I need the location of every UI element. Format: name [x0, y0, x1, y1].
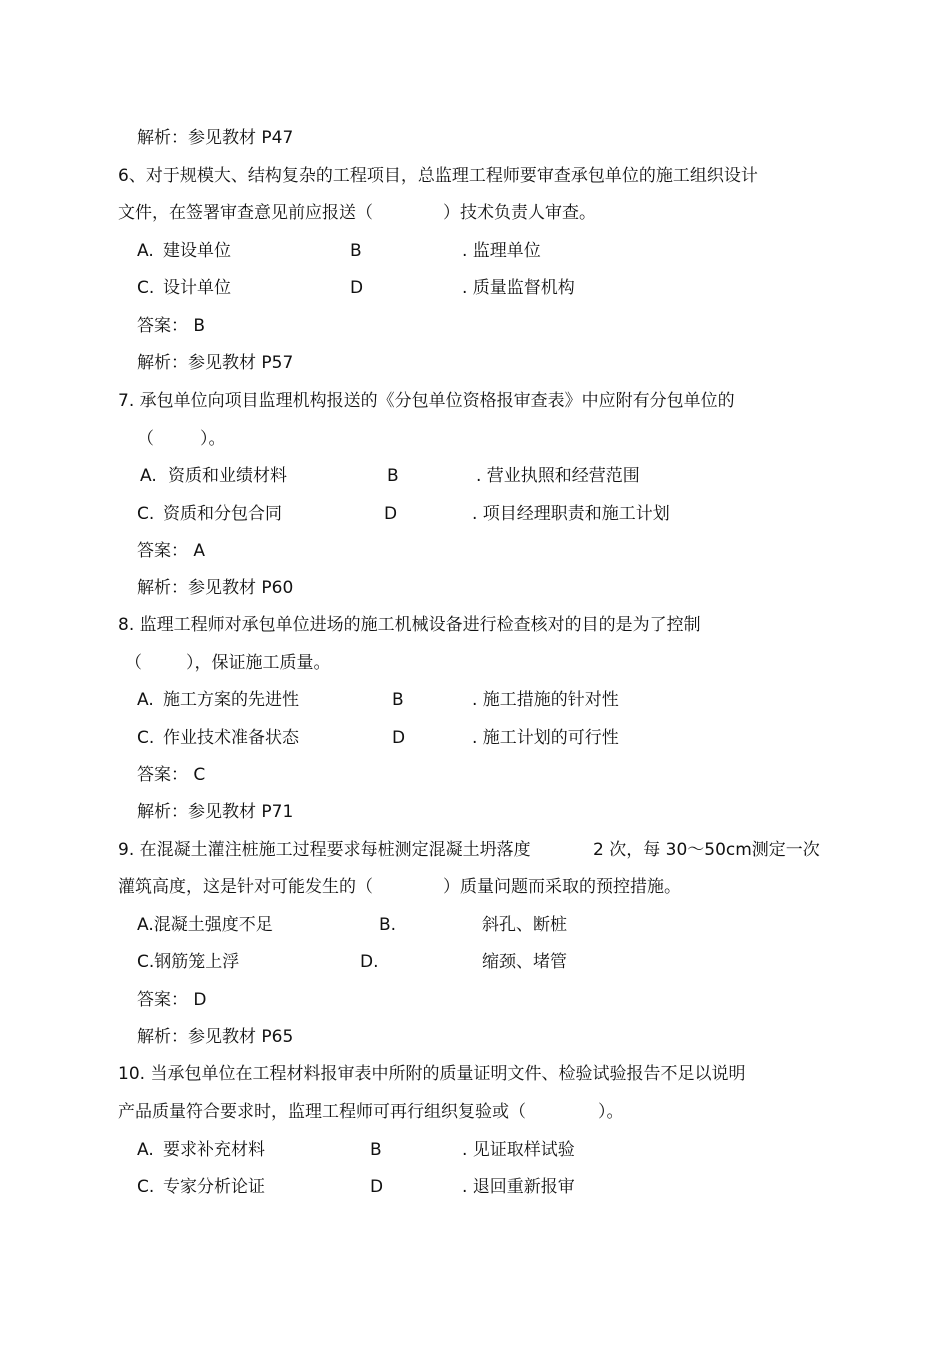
option-b-text: . 营业执照和经营范围 [476, 466, 640, 486]
option-b-label: B [350, 241, 362, 261]
option-d-label: D [350, 278, 364, 298]
question-6-line-2-end: ）技术负责人审查。 [443, 203, 596, 223]
option-a-text: 要求补充材料 [163, 1140, 265, 1160]
question-9-line-1: 9. 在混凝土灌注桩施工过程要求每桩测定混凝土坍落度 [118, 840, 531, 860]
option-d-label: D [392, 728, 406, 748]
option-b-text: . 监理单位 [462, 241, 541, 261]
question-7-line-2-close: ）。 [200, 429, 226, 449]
option-b-label: B. [379, 915, 397, 935]
option-b-label: B [387, 466, 399, 486]
question-8-line-2-close: ），保证施工质量。 [186, 653, 331, 673]
option-c-text: 作业技术准备状态 [163, 728, 299, 748]
answer-q8: 答案： C [137, 765, 206, 785]
option-a-text: 施工方案的先进性 [163, 690, 299, 710]
explanation-q6: 解析：参见教材 P57 [137, 353, 294, 373]
option-d-text: . 退回重新报审 [462, 1177, 575, 1197]
explanation-q5: 解析：参见教材 P47 [137, 128, 294, 148]
answer-q9: 答案： D [137, 990, 207, 1010]
option-b-text: . 见证取样试验 [462, 1140, 575, 1160]
option-b-label: B [370, 1140, 382, 1160]
option-a-label: A. [137, 1140, 154, 1160]
question-9-line-1-end: 2 次，每 30～50cm测定一次 [593, 840, 820, 860]
question-8-line-1: 8. 监理工程师对承包单位进场的施工机械设备进行检查核对的目的是为了控制 [118, 615, 701, 635]
option-d-text: . 施工计划的可行性 [472, 728, 619, 748]
option-a-text: 建设单位 [163, 241, 231, 261]
option-c-label: C. [137, 504, 155, 524]
option-c: C.钢筋笼上浮 [137, 952, 240, 972]
option-a-label: A. [137, 690, 154, 710]
question-7-line-1: 7. 承包单位向项目监理机构报送的《分包单位资格报审查表》中应附有分包单位的 [118, 391, 735, 411]
option-b-label: B [392, 690, 404, 710]
question-6-line-1: 6、对于规模大、结构复杂的工程项目，总监理工程师要审查承包单位的施工组织设计 [118, 166, 758, 186]
question-9-line-2: 灌筑高度，这是针对可能发生的（ [118, 877, 373, 897]
option-c-label: C. [137, 278, 155, 298]
option-c-text: 专家分析论证 [163, 1177, 265, 1197]
option-a-label: A. [137, 241, 154, 261]
explanation-q7: 解析：参见教材 P60 [137, 578, 294, 598]
question-8-line-2-open: （ [125, 653, 142, 673]
explanation-q8: 解析：参见教材 P71 [137, 802, 294, 822]
option-c-text: 资质和分包合同 [163, 504, 282, 524]
question-10-line-2-end: ）。 [598, 1102, 624, 1122]
option-d-text: 缩颈、堵管 [482, 952, 567, 972]
option-d-label: D [370, 1177, 384, 1197]
option-d-text: . 质量监督机构 [462, 278, 575, 298]
option-d-label: D. [360, 952, 379, 972]
option-b-text: 斜孔、断桩 [482, 915, 567, 935]
option-b-text: . 施工措施的针对性 [472, 690, 619, 710]
option-d-label: D [384, 504, 398, 524]
option-c-text: 设计单位 [163, 278, 231, 298]
option-a-label: A. [140, 466, 157, 486]
explanation-q9: 解析：参见教材 P65 [137, 1027, 294, 1047]
option-c-label: C. [137, 728, 155, 748]
answer-q7: 答案： A [137, 541, 206, 561]
option-d-text: . 项目经理职责和施工计划 [472, 504, 670, 524]
question-10-line-1: 10. 当承包单位在工程材料报审表中所附的质量证明文件、检验试验报告不足以说明 [118, 1064, 746, 1084]
answer-q6: 答案： B [137, 316, 206, 336]
question-10-line-2: 产品质量符合要求时，监理工程师可再行组织复验或（ [118, 1102, 526, 1122]
question-7-line-2-open: （ [137, 429, 154, 449]
option-a-text: 资质和业绩材料 [168, 466, 287, 486]
question-6-line-2: 文件，在签署审查意见前应报送（ [118, 203, 373, 223]
option-a: A.混凝土强度不足 [137, 915, 273, 935]
option-c-label: C. [137, 1177, 155, 1197]
question-9-line-2-end: ）质量问题而采取的预控措施。 [443, 877, 681, 897]
